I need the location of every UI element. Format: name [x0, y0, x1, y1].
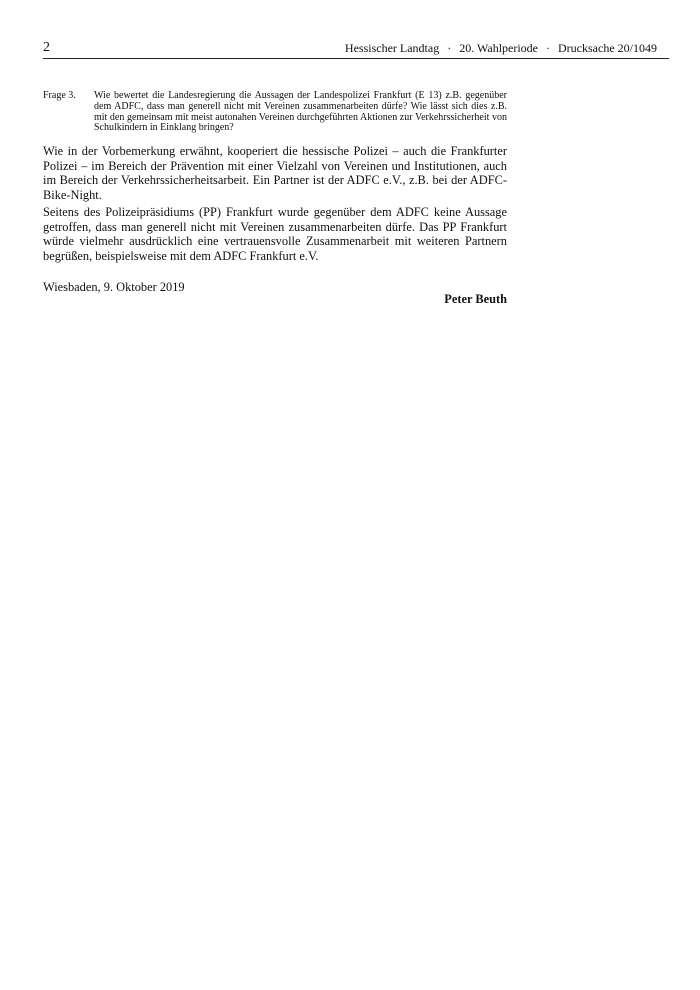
header-separator: ·: [546, 41, 551, 55]
page-header: [43, 40, 669, 59]
running-head: [345, 41, 657, 55]
question-text: Wie bewertet die Landesregierung die Aussagen der Landespolizei Frankfurt (E 13) z.B. gegenüber dem ADFC, dass man generell nicht mit Vereinen zusammenarbeiten dürfe? Wie lässt sich dies z.B. mit den gemeinsam mit meist autonahen Vereinen durchgeführten Aktionen zur Verkehrssicherheit von Schulkindern in Einklang bringen?: [94, 90, 507, 134]
place-date: Wiesbaden, 9. Oktober 2019: [43, 280, 185, 294]
answer-paragraph-2: Seitens des Polizeipräsidiums (PP) Frankfurt wurde gegenüber dem ADFC keine Aussage getroffen, dass man generell nicht mit Vereinen zusammenarbeiten dürfe. Das PP Frankfurt würde vielmehr ausdrücklich eine vertrauensvolle Zusammenarbeit mit weiteren Partnern begrüßen, beispielsweise mit dem ADFC Frankfurt e.V.: [43, 205, 507, 263]
header-separator: ·: [447, 41, 452, 55]
question-label: Frage 3.: [43, 90, 76, 101]
page-number: 2: [43, 40, 50, 55]
question-block: [43, 91, 507, 134]
legislative-period: 20. Wahlperiode: [459, 41, 539, 55]
answer-paragraph-1: Wie in der Vorbemerkung erwähnt, kooperiert die hessische Polizei – auch die Frankfurter Polizei – im Bereich der Prävention mit einer Vielzahl von Vereinen und Institutionen, auch im Bereich der Verkehrssicherheitsarbeit. Ein Partner ist der ADFC e.V., z.B. bei der ADFC-Bike-Night.: [43, 144, 507, 202]
document-number: Drucksache 20/1049: [558, 41, 657, 55]
signatory-name: Peter Beuth: [444, 292, 507, 306]
parliament-name: Hessischer Landtag: [344, 41, 440, 55]
